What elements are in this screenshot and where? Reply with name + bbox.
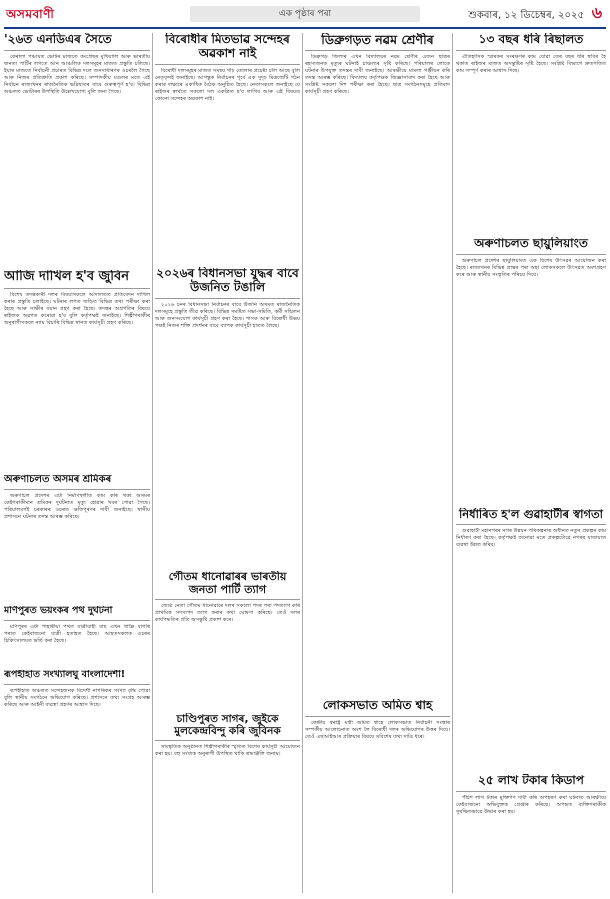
newspaper-logo: অসমবাণী xyxy=(6,7,55,21)
article-dibrugarh xyxy=(305,33,450,693)
column-1 xyxy=(4,33,150,895)
article-bangladeshi xyxy=(4,670,150,895)
page-number: ৬ xyxy=(591,3,603,22)
article-guwahati xyxy=(456,508,606,768)
column-divider xyxy=(152,33,153,893)
article-body: অৰুণাচল প্ৰদেশৰ ছায়ুলিয়াংত এক বিশেষ উৎসৱৰ আয়োজন কৰা হৈছে। ৰাজ্যখনৰ বিভিন্ন প্ৰান্তৰ পৰা অহা লোকসকলে উৎসৱত অংশগ্ৰহণ কৰে আৰু স্থানীয় সংস্কৃতিৰ পৰিচয় দিয়ে। xyxy=(456,257,606,278)
column-2 xyxy=(155,33,300,895)
article-headline: '২৬ত এনডিএৰ সৈতে xyxy=(4,33,112,46)
article-headline: আজি দাখিল হ'ব জুবিন xyxy=(4,270,130,284)
article-lpg xyxy=(4,33,150,266)
article-body: গুৱাহাটী মহানগৰৰ নগৰ উন্নয়ন পৰিকল্পনাৰ অধীনত নতুন প্ৰকল্পৰ কাম নিৰ্ধাৰণ কৰা হৈছে। কৰ্তৃপক্ষই জনোৱা মতে প্ৰকল্পটোৱে নগৰৰ যাতায়াত ব্যৱস্থা উন্নত কৰিব। xyxy=(456,528,606,549)
article-headline: লোকসভাত অমিত শ্বাহ xyxy=(322,699,433,712)
article-body: কেৰালা পঞ্চায়ত ভোটৰ মাজতে কংগ্ৰেছৰ মুখিয়ালি আৰু ভাৰতীয় জনতা পাৰ্টিৰ লগতে আন আঞ্চলিক দলসমূহৰ মাজত প্ৰস্তুতি চলিছে। ইয়াৰ মাজতে নিৰ্বাচনী প্ৰচাৰত বিভিন্ন দলে জনসাধাৰণৰ ওচৰলৈ গৈছে আৰু নিজৰ প্ৰতিশ্ৰুতি প্ৰকাশ কৰিছে। সম্পাদকীয় মণ্ডলৰ মতে এই নিৰ্বাচন ৰাজ্যখনৰ ৰাজনৈতিক ভৱিষ্যতৰ বাবে গুৰুত্বপূৰ্ণ হ'ব। বিভিন্ন অঞ্চলত ভোটাৰৰ উপস্থিতি উল্লেখযোগ্য বুলি জনা গৈছে। xyxy=(4,53,150,95)
article-body: ঐতিহাসিক স্মাৰকৰ সংৰক্ষণৰ কাম যোৱা তেৰ বছৰ ধৰি স্থবিৰ হৈ থকাত ৰাইজৰ মাজত অসন্তুষ্টিৰ সৃষ্টি হৈছে। সংশ্লিষ্ট বিভাগে দ্ৰুতগতিত কাম সম্পূৰ্ণ কৰাৰ আশ্বাস দিছে। xyxy=(456,53,606,74)
article-body: জ্যেষ্ঠ নেতা গৌতম ধানোৱাৰে দলৰ সকলো পদৰ পৰা পদত্যাগ কৰি প্ৰাথমিক সদস্যপদ ত্যাগ কৰাৰ কথা ঘোষণা কৰিছে। তেওঁ দলৰ কাৰ্যপদ্ধতিৰ প্ৰতি অসন্তুষ্টি প্ৰকাশ কৰে। xyxy=(155,603,300,624)
article-election-2026 xyxy=(155,267,300,567)
article-arunachal-worker xyxy=(4,474,150,602)
article-body: অৰুণাচল প্ৰদেশৰ এটা নিৰ্মাণস্থলীত কাম কৰি থকা অসমৰ কেইগৰাকীমান শ্ৰমিকৰ দুৰ্ঘটনাত মৃত্যু হোৱাৰ খবৰ পোৱা গৈছে। পৰিয়ালবৰ্গই চৰকাৰৰ ওচৰত ক্ষতিপূৰণৰ দাবী জনাইছে। স্থানীয় প্ৰশাসনে ঘটনাৰ তদন্ত আৰম্ভ কৰিছে। xyxy=(4,492,150,520)
dateline: শুকবাৰ, ১২ ডিচেম্বৰ, ২০২৫ xyxy=(468,10,584,21)
column-divider xyxy=(302,33,303,893)
article-body: বিৰোধী দলসমূহৰ মাজত সমন্বয় গঢ়ি তোলাৰ প্ৰচেষ্টা চলি আছে বুলি নেতৃবৃন্দই জনাইছে। আগন্তুক নিৰ্বাচনৰ পূৰ্বে এক সুদৃঢ় মিত্ৰজোঁট গঠন কৰাৰ লক্ষ্যৰে একাধিক বৈঠক অনুষ্ঠিত হৈছে। নেতাসকলে জনাইছে যে ৰাইজৰ স্বাৰ্থতে সকলো দল একত্ৰিত হ'ব লাগিব আৰু এই বিষয়ত কোনো সন্দেহৰ অৱকাশ নাই। xyxy=(155,67,300,102)
article-body: ডিব্ৰুগড় জিলাৰ এখন বিদ্যালয়ৰ নৱম শ্ৰেণীৰ এজন ছাত্ৰৰ ৰহস্যজনক মৃত্যুৰ ঘটনাই চাঞ্চল্যৰ সৃষ্টি কৰিছে। পৰিয়ালৰ লোকে ঘটনাৰ উপযুক্ত তদন্তৰ দাবী জনাইছে। আৰক্ষীয়ে মামলা পঞ্জীয়ন কৰি তদন্ত আৰম্ভ কৰিছে। বিদ্যালয় কৰ্তৃপক্ষক জিজ্ঞাসাবাদ কৰা হৈছে আৰু সংশ্লিষ্ট সকলো দিশ পৰীক্ষা কৰা হৈছে। ছাত্ৰ সংগঠনসমূহে প্ৰতিবাদ কাৰ্যসূচী গ্ৰহণ কৰিছে। xyxy=(305,54,450,96)
column-3 xyxy=(305,33,450,895)
article-body: বিশেষ তদন্তকাৰী দলৰ বিষয়াসকলে আদালতত প্ৰতিবেদন দাখিল কৰাৰ প্ৰস্তুতি চলাইছে। ঘটনাৰ লগত জড়িত বিভিন্ন তথ্য পৰীক্ষা কৰা হৈছে আৰু সাক্ষীৰ বয়ান গ্ৰহণ কৰা হৈছে। তদন্তৰ অগ্ৰগতিৰ বিষয়ে ৰাইজক অৱগত কৰোৱা হ'ব বুলি কৰ্তৃপক্ষই জনাইছে। শিল্পীগৰাকীৰ অনুৰাগীসকলে ন্যায় বিচাৰি বিভিন্ন স্থানত কাৰ্যসূচী গ্ৰহণ কৰিছে। xyxy=(4,291,150,326)
article-twenty-five-lakh xyxy=(456,774,606,895)
article-thirteen-years xyxy=(456,33,606,231)
article-body: পঁচিশ লাখ টকাৰ মুক্তিপণ দাবী কৰি অপহৰণ কৰা ঘটনাত আৰক্ষীয়ে কেইবাজনো অভিযুক্তক গ্ৰেপ্তাৰ কৰিছে। অপহৃত ব্যক্তিগৰাকীক সুৰক্ষিতভাৱে উদ্ধাৰ কৰা হয়। xyxy=(456,794,606,815)
article-body: মণিপুৰৰ এটা পাহাৰীয়া পথত যাত্ৰীবাহী বাছ এখন খাল্লৈ বাগৰি পৰাত কেইবাজনো যাত্ৰী হতাহত হৈছে। আহতসকলক ওচৰৰ চিকিৎসালয়ত ভৰ্তি কৰা হৈছে। xyxy=(4,623,150,644)
article-headline: নিৰ্ধাৰিত হ'ল গুৱাহাটীৰ স্বাগতা xyxy=(459,508,603,521)
article-headline: বিৰোধীৰ মিতভাৱ সন্দেহৰ অৱকাশ নাই xyxy=(165,33,290,60)
article-body: কেন্দ্ৰীয় স্বৰাষ্ট্ৰ মন্ত্ৰী অমিত শ্বাহে লোকসভাত নিৰ্বাচনী সংস্কাৰ সম্পৰ্কীয় আলোচনাত অংশ লৈ বিৰোধী দলৰ অভিযোগৰ উত্তৰ দিয়ে। তেওঁ এছআইআৰ প্ৰক্ৰিয়াৰ বিষয়ে সবিশেষ তথ্য দাঙি ধৰে। xyxy=(305,719,450,740)
article-chandipur xyxy=(155,713,300,893)
article-headline: অৰুণাচলত অসমৰ শ্ৰমিকৰ xyxy=(4,474,112,485)
article-headline: মণিপুৰত ভয়ংকৰ পথ দুৰ্ঘটনা xyxy=(4,606,113,616)
article-manipur xyxy=(4,606,150,666)
article-headline: ডিব্ৰুগড়ত নৱম শ্ৰেণীৰ xyxy=(321,33,434,47)
article-headline: ৰূপহীহাত সংখ্যালঘু বাংলাদেশী! xyxy=(4,670,126,680)
article-headline: ১৩ বছৰ ধৰি ৰিছালত xyxy=(478,33,584,46)
article-amit-shah xyxy=(305,699,450,889)
article-body: সাংস্কৃতিক অনুষ্ঠানত শিল্পীগৰাকীৰ স্মৃতিত বিশেষ কাৰ্যসূচী আয়োজন কৰা হয়। বহু সংখ্যক অনুৰাগী উপস্থিত থাকি শ্ৰদ্ধাঞ্জলি জনায়। xyxy=(155,744,300,758)
article-arunachal-tourism xyxy=(456,237,606,502)
article-body: ৰূপহীহাত অঞ্চলত সন্দেহজনক বিদেশী নাগৰিকৰ সংখ্যা বৃদ্ধি পোৱা বুলি স্থানীয় সংগঠনে অভিযোগ কৰিছে। প্ৰশাসনে তথ্য সংগ্ৰহ আৰম্ভ কৰিছে আৰু আইনী ব্যৱস্থা গ্ৰহণৰ আশ্বাস দিছে। xyxy=(4,687,150,708)
article-headline: অৰুণাচলত ছায়ুলিয়াংত xyxy=(474,237,588,250)
column-divider xyxy=(452,33,453,893)
article-headline: গৌতম ধানোৱাৰৰ ভাৰতীয় জনতা পাৰ্টি ত্যাগ xyxy=(168,571,287,596)
article-gautam xyxy=(155,571,300,709)
article-jubin xyxy=(4,270,150,470)
article-headline: ২৫ লাখ টকাৰ কিডাপ xyxy=(478,774,584,787)
article-headline: ২০২৬ৰ বিধানসভা যুদ্ধৰ বাবে উজনিত টঙালি xyxy=(156,267,299,294)
masthead xyxy=(0,0,610,28)
column-4 xyxy=(456,33,606,895)
article-body: ২০২৬ চনৰ বিধানসভা নিৰ্বাচনৰ বাবে উজনি অসমত ৰাজনৈতিক দলসমূহে প্ৰস্তুতি তীব্ৰ কৰিছে। বিভিন্ন সমষ্টিত সভা-সমিতি, কৰ্মী সন্মিলন আৰু জনসংযোগ কাৰ্যসূচী গ্ৰহণ কৰা হৈছে। শাসক আৰু বিৰোধী উভয় পক্ষই নিজৰ শক্তি প্ৰদৰ্শনৰ বাবে ব্যাপক কাৰ্যসূচী হাতত লৈছে। xyxy=(155,301,300,329)
masthead-rule xyxy=(4,27,606,29)
continued-banner: এক পৃষ্ঠাৰ পৰা xyxy=(190,6,420,22)
article-headline: চাণ্ডিপুৰত সাগৰ, জুইকে মুলকেন্দ্ৰবিন্দু কৰি জুবিনক xyxy=(174,713,281,738)
article-opposition xyxy=(155,33,300,263)
